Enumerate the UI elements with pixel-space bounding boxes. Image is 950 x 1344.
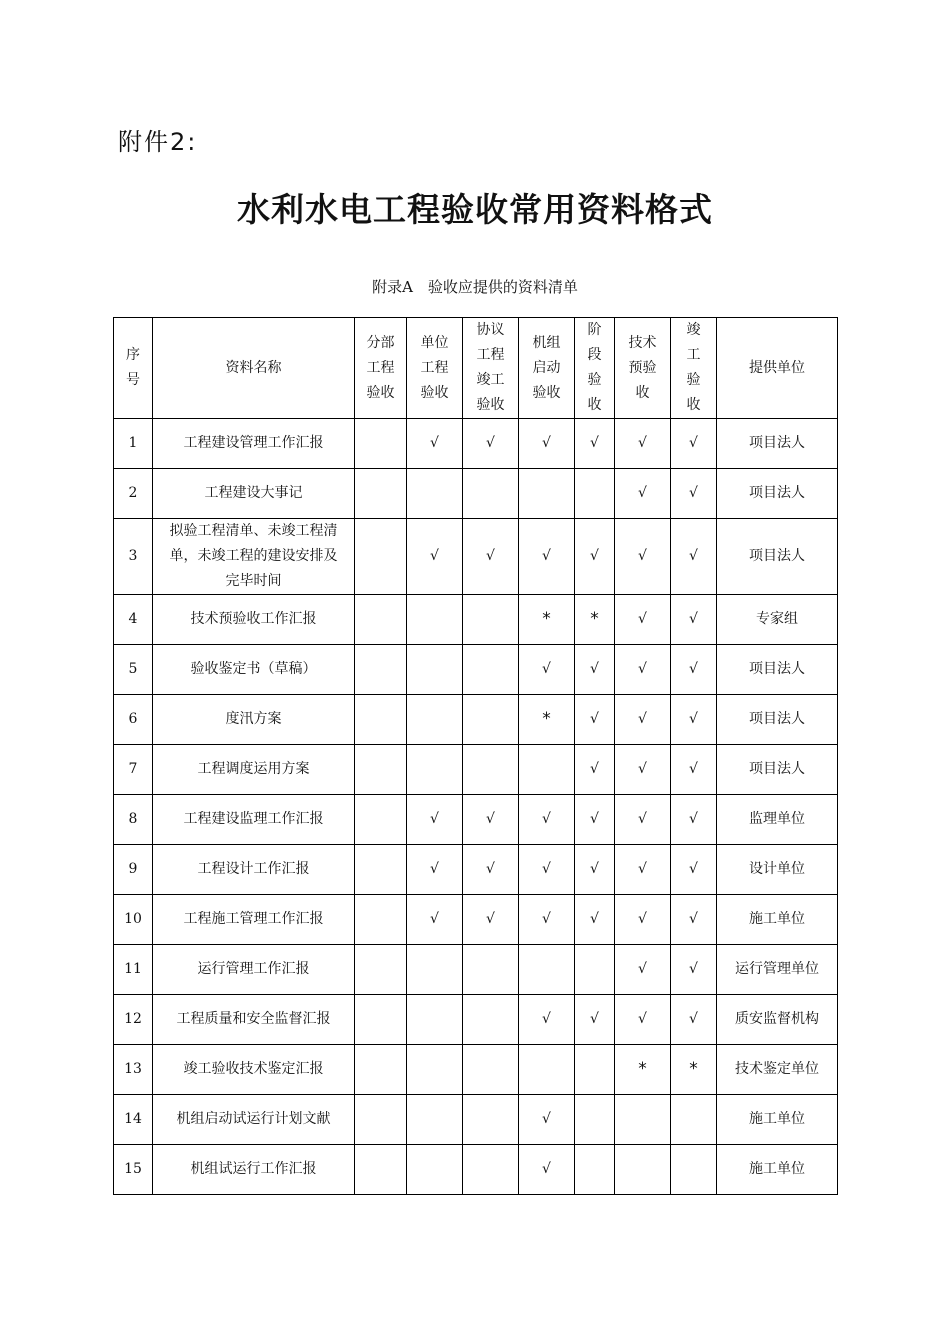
row-material-name: 工程质量和安全监督汇报 <box>153 995 355 1045</box>
header-agreement-completion-acceptance <box>463 318 519 419</box>
row-mark-col5 <box>575 469 615 519</box>
row-provider: 施工单位 <box>717 895 838 945</box>
row-mark-col6: √ <box>615 895 671 945</box>
row-mark-col4: √ <box>519 1145 575 1195</box>
row-mark-col2 <box>407 695 463 745</box>
row-mark-col4: √ <box>519 419 575 469</box>
row-mark-col3 <box>463 595 519 645</box>
row-material-name: 竣工验收技术鉴定汇报 <box>153 1045 355 1095</box>
materials-table <box>113 317 838 1195</box>
table-row <box>114 695 838 745</box>
row-mark-col1 <box>355 845 407 895</box>
row-seq: 8 <box>114 795 153 845</box>
header-col1-label: 分部 工程 验收 <box>366 334 395 401</box>
row-mark-col1 <box>355 895 407 945</box>
row-mark-col5: √ <box>575 895 615 945</box>
row-material-name: 工程设计工作汇报 <box>153 845 355 895</box>
row-provider: 运行管理单位 <box>717 945 838 995</box>
row-mark-col4: * <box>519 595 575 645</box>
table-row <box>114 845 838 895</box>
row-mark-col3: √ <box>463 419 519 469</box>
header-col7-label: 竣 工 验 收 <box>686 322 701 413</box>
row-material-name: 拟验工程清单、未竣工程清单，未竣工程的建设安排及完毕时间 <box>153 519 355 595</box>
row-mark-col5: √ <box>575 419 615 469</box>
row-mark-col6 <box>615 1145 671 1195</box>
table-row <box>114 795 838 845</box>
row-mark-col6 <box>615 1095 671 1145</box>
row-mark-col3 <box>463 1045 519 1095</box>
row-mark-col2 <box>407 595 463 645</box>
row-mark-col1 <box>355 695 407 745</box>
table-body <box>114 419 838 1195</box>
row-mark-col6: √ <box>615 519 671 595</box>
row-mark-col4 <box>519 469 575 519</box>
header-stage-acceptance <box>575 318 615 419</box>
row-mark-col1 <box>355 419 407 469</box>
header-unit-startup-acceptance <box>519 318 575 419</box>
row-mark-col6: √ <box>615 419 671 469</box>
row-mark-col4: * <box>519 695 575 745</box>
row-mark-col3: √ <box>463 795 519 845</box>
row-mark-col5: √ <box>575 519 615 595</box>
row-mark-col7 <box>671 1095 717 1145</box>
row-mark-col7: √ <box>671 745 717 795</box>
row-mark-col6: √ <box>615 995 671 1045</box>
row-seq: 6 <box>114 695 153 745</box>
row-mark-col4: √ <box>519 845 575 895</box>
row-mark-col6: √ <box>615 595 671 645</box>
row-mark-col5: √ <box>575 795 615 845</box>
row-provider: 项目法人 <box>717 645 838 695</box>
row-mark-col7: √ <box>671 845 717 895</box>
table-row <box>114 645 838 695</box>
row-mark-col2: √ <box>407 419 463 469</box>
row-mark-col6: √ <box>615 745 671 795</box>
header-provider <box>717 318 838 419</box>
row-mark-col6: √ <box>615 469 671 519</box>
row-mark-col4: √ <box>519 795 575 845</box>
row-mark-col3: √ <box>463 519 519 595</box>
row-mark-col4: √ <box>519 1095 575 1145</box>
header-col4-label: 机组 启动 验收 <box>532 334 561 401</box>
row-mark-col6: √ <box>615 845 671 895</box>
row-mark-col2: √ <box>407 895 463 945</box>
row-mark-col1 <box>355 945 407 995</box>
row-provider: 项目法人 <box>717 745 838 795</box>
header-unit-project-acceptance <box>407 318 463 419</box>
row-seq: 2 <box>114 469 153 519</box>
row-provider: 项目法人 <box>717 519 838 595</box>
row-mark-col6: √ <box>615 695 671 745</box>
table-row <box>114 519 838 595</box>
row-mark-col7: √ <box>671 645 717 695</box>
row-mark-col7: √ <box>671 419 717 469</box>
row-mark-col3: √ <box>463 895 519 945</box>
header-name-label: 资料名称 <box>225 359 282 376</box>
row-mark-col4: √ <box>519 995 575 1045</box>
row-mark-col6: √ <box>615 945 671 995</box>
table-row <box>114 1095 838 1145</box>
row-mark-col6: * <box>615 1045 671 1095</box>
row-mark-col3: √ <box>463 845 519 895</box>
header-col2-label: 单位 工程 验收 <box>420 334 449 401</box>
row-provider: 设计单位 <box>717 845 838 895</box>
row-material-name: 工程建设管理工作汇报 <box>153 419 355 469</box>
row-mark-col2 <box>407 469 463 519</box>
row-seq: 11 <box>114 945 153 995</box>
row-material-name: 工程建设监理工作汇报 <box>153 795 355 845</box>
row-mark-col1 <box>355 1095 407 1145</box>
row-material-name: 工程调度运用方案 <box>153 745 355 795</box>
row-mark-col5 <box>575 1095 615 1145</box>
row-material-name: 验收鉴定书（草稿） <box>153 645 355 695</box>
row-mark-col5: √ <box>575 845 615 895</box>
table-row <box>114 945 838 995</box>
row-mark-col2: √ <box>407 795 463 845</box>
row-provider: 施工单位 <box>717 1145 838 1195</box>
attachment-label: 附件2: <box>118 128 198 156</box>
header-col6-label: 技术 预验 收 <box>628 334 657 401</box>
table-row <box>114 419 838 469</box>
row-mark-col3 <box>463 1095 519 1145</box>
row-provider: 技术鉴定单位 <box>717 1045 838 1095</box>
row-mark-col3 <box>463 469 519 519</box>
row-seq: 4 <box>114 595 153 645</box>
row-provider: 监理单位 <box>717 795 838 845</box>
row-mark-col6: √ <box>615 645 671 695</box>
row-mark-col3 <box>463 945 519 995</box>
row-mark-col3 <box>463 995 519 1045</box>
row-mark-col5 <box>575 1045 615 1095</box>
row-seq: 10 <box>114 895 153 945</box>
row-material-name: 度汛方案 <box>153 695 355 745</box>
row-mark-col2 <box>407 1145 463 1195</box>
header-completion-acceptance <box>671 318 717 419</box>
row-mark-col2 <box>407 1095 463 1145</box>
row-mark-col5: * <box>575 595 615 645</box>
row-mark-col2: √ <box>407 519 463 595</box>
row-mark-col1 <box>355 519 407 595</box>
row-provider: 专家组 <box>717 595 838 645</box>
header-technical-pre-acceptance <box>615 318 671 419</box>
row-material-name: 机组启动试运行计划文献 <box>153 1095 355 1145</box>
header-sub-project-acceptance <box>355 318 407 419</box>
row-mark-col7 <box>671 1145 717 1195</box>
table-row <box>114 595 838 645</box>
row-mark-col1 <box>355 595 407 645</box>
row-mark-col7: √ <box>671 945 717 995</box>
header-seq-label: 序 号 <box>126 347 140 388</box>
row-mark-col4 <box>519 745 575 795</box>
row-provider: 项目法人 <box>717 695 838 745</box>
row-mark-col1 <box>355 745 407 795</box>
row-mark-col5: √ <box>575 695 615 745</box>
page-title: 水利水电工程验收常用资料格式 <box>237 190 713 229</box>
row-mark-col7: √ <box>671 895 717 945</box>
row-mark-col4 <box>519 1045 575 1095</box>
row-seq: 3 <box>114 519 153 595</box>
header-row <box>114 318 838 419</box>
row-mark-col7: √ <box>671 795 717 845</box>
row-provider: 项目法人 <box>717 419 838 469</box>
row-mark-col1 <box>355 795 407 845</box>
row-mark-col7: √ <box>671 995 717 1045</box>
header-col5-label: 阶 段 验 收 <box>587 322 602 413</box>
row-seq: 15 <box>114 1145 153 1195</box>
row-mark-col1 <box>355 1145 407 1195</box>
table-row <box>114 1045 838 1095</box>
row-mark-col4 <box>519 945 575 995</box>
row-mark-col5 <box>575 945 615 995</box>
row-mark-col7: * <box>671 1045 717 1095</box>
row-seq: 13 <box>114 1045 153 1095</box>
row-mark-col2 <box>407 945 463 995</box>
row-mark-col7: √ <box>671 595 717 645</box>
row-provider: 质安监督机构 <box>717 995 838 1045</box>
row-provider: 项目法人 <box>717 469 838 519</box>
row-mark-col4: √ <box>519 645 575 695</box>
header-name <box>153 318 355 419</box>
row-mark-col2 <box>407 1045 463 1095</box>
row-mark-col6: √ <box>615 795 671 845</box>
row-seq: 1 <box>114 419 153 469</box>
table-row <box>114 895 838 945</box>
header-provider-label: 提供单位 <box>749 359 805 376</box>
row-seq: 12 <box>114 995 153 1045</box>
row-mark-col7: √ <box>671 469 717 519</box>
row-mark-col2: √ <box>407 845 463 895</box>
row-mark-col3 <box>463 1145 519 1195</box>
row-mark-col1 <box>355 645 407 695</box>
row-mark-col4: √ <box>519 519 575 595</box>
row-mark-col5: √ <box>575 645 615 695</box>
row-mark-col1 <box>355 469 407 519</box>
table-row <box>114 995 838 1045</box>
row-mark-col3 <box>463 695 519 745</box>
row-material-name: 运行管理工作汇报 <box>153 945 355 995</box>
row-seq: 14 <box>114 1095 153 1145</box>
row-mark-col7: √ <box>671 695 717 745</box>
table-row <box>114 745 838 795</box>
row-mark-col7: √ <box>671 519 717 595</box>
row-material-name: 工程施工管理工作汇报 <box>153 895 355 945</box>
row-mark-col5: √ <box>575 745 615 795</box>
table-header <box>114 318 838 419</box>
table-caption: 附录A 验收应提供的资料清单 <box>372 278 578 296</box>
row-material-name: 技术预验收工作汇报 <box>153 595 355 645</box>
header-seq <box>114 318 153 419</box>
table-row <box>114 1145 838 1195</box>
row-seq: 7 <box>114 745 153 795</box>
row-material-name: 工程建设大事记 <box>153 469 355 519</box>
row-mark-col5 <box>575 1145 615 1195</box>
row-mark-col2 <box>407 995 463 1045</box>
row-seq: 5 <box>114 645 153 695</box>
row-mark-col1 <box>355 1045 407 1095</box>
row-mark-col5: √ <box>575 995 615 1045</box>
row-provider: 施工单位 <box>717 1095 838 1145</box>
row-mark-col2 <box>407 745 463 795</box>
row-mark-col4: √ <box>519 895 575 945</box>
row-seq: 9 <box>114 845 153 895</box>
table-row <box>114 469 838 519</box>
row-mark-col2 <box>407 645 463 695</box>
header-col3-label: 协议 工程 竣工 验收 <box>476 322 505 413</box>
row-mark-col3 <box>463 645 519 695</box>
row-material-name: 机组试运行工作汇报 <box>153 1145 355 1195</box>
row-mark-col1 <box>355 995 407 1045</box>
row-mark-col3 <box>463 745 519 795</box>
